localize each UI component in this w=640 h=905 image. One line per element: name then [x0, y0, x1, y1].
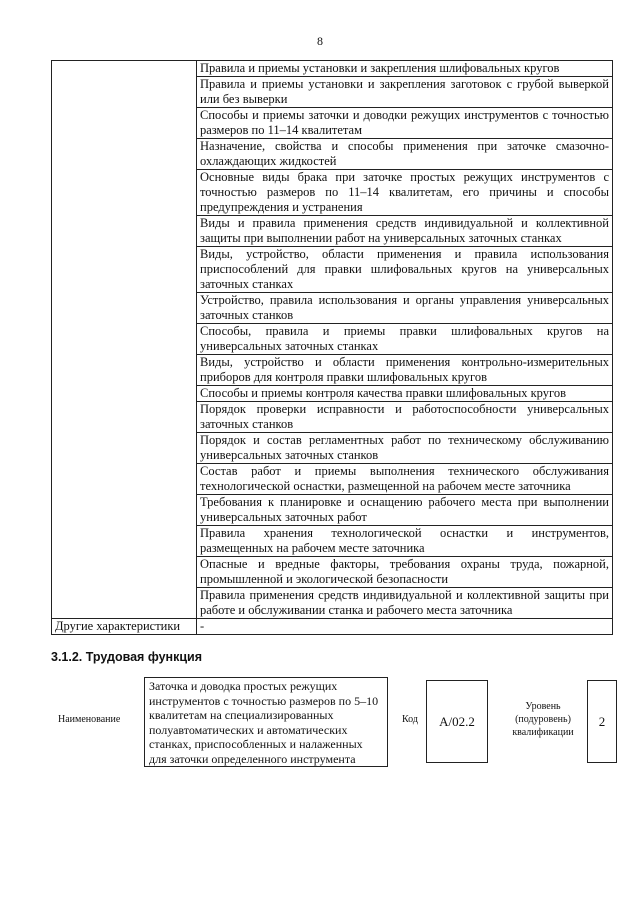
requirement-text: Правила и приемы установки и закрепления шлифовальных кругов: [197, 61, 613, 77]
code-value-box: A/02.2: [426, 680, 488, 763]
requirement-text: Правила и приемы установки и закрепления заготовок с грубой выверкой или без выверки: [197, 77, 613, 108]
page-number: 8: [317, 34, 323, 48]
requirement-text: Правила применения средств индивидуальной и коллективной защиты при работе и обслуживании станка и рабочего места заточника: [197, 588, 613, 619]
knowledge-requirements-table: [51, 60, 613, 635]
qualification-level-box: 2: [587, 680, 617, 763]
requirement-text: Порядок проверки исправности и работоспособности универсальных заточных станков: [197, 402, 613, 433]
requirement-text: Назначение, свойства и способы применения при заточке смазочно-охлаждающих жидкостей: [197, 139, 613, 170]
requirement-text: Основные виды брака при заточке простых режущих инструментов с точностью размеров по 11–14 квалитетам, его причины и способы предупреждения и устранения: [197, 170, 613, 216]
requirement-text: Способы, правила и приемы правки шлифовальных кругов на универсальных заточных станках: [197, 324, 613, 355]
other-characteristics-value: -: [197, 619, 613, 635]
code-label: Код: [402, 714, 418, 725]
requirement-text: Опасные и вредные факторы, требования охраны труда, пожарной, промышленной и экологической безопасности: [197, 557, 613, 588]
function-name-box: Заточка и доводка простых режущих инструментов с точностью размеров по 5–10 квалитетам на специализированных полуавтоматических и автоматических станках, приспособленных и налаженных для заточки определенного инструмента: [144, 677, 388, 767]
qualification-level-label: Уровень (подуровень) квалификации: [512, 701, 574, 738]
requirement-text: Правила хранения технологической оснастки и инструментов, размещенных на рабочем месте заточника: [197, 526, 613, 557]
requirement-text: Требования к планировке и оснащению рабочего места при выполнении универсальных заточных работ: [197, 495, 613, 526]
requirement-text: Устройство, правила использования и органы управления универсальных заточных станков: [197, 293, 613, 324]
name-label: Наименование: [58, 714, 121, 725]
requirement-row: [52, 61, 613, 77]
requirement-text: Виды и правила применения средств индивидуальной и коллективной защиты при выполнении работ на универсальных заточных станках: [197, 216, 613, 247]
other-characteristics-row: [52, 619, 613, 635]
section-heading: 3.1.2. Трудовая функция: [51, 650, 203, 664]
requirement-text: Виды, устройство и области применения контрольно-измерительных приборов для контроля правки шлифовальных кругов: [197, 355, 613, 386]
requirement-text: Способы и приемы контроля качества правки шлифовальных кругов: [197, 386, 613, 402]
requirement-category-cell: [52, 61, 197, 619]
requirement-text: Состав работ и приемы выполнения технического обслуживания технологической оснастки, размещенной на рабочем месте заточника: [197, 464, 613, 495]
requirement-text: Способы и приемы заточки и доводки режущих инструментов с точностью размеров по 11–14 квалитетам: [197, 108, 613, 139]
requirement-text: Виды, устройство, области применения и правила использования приспособлений для правки шлифовальных кругов на универсальных заточных станках: [197, 247, 613, 293]
other-characteristics-label: Другие характеристики: [52, 619, 197, 635]
requirement-text: Порядок и состав регламентных работ по техническому обслуживанию универсальных заточных станков: [197, 433, 613, 464]
